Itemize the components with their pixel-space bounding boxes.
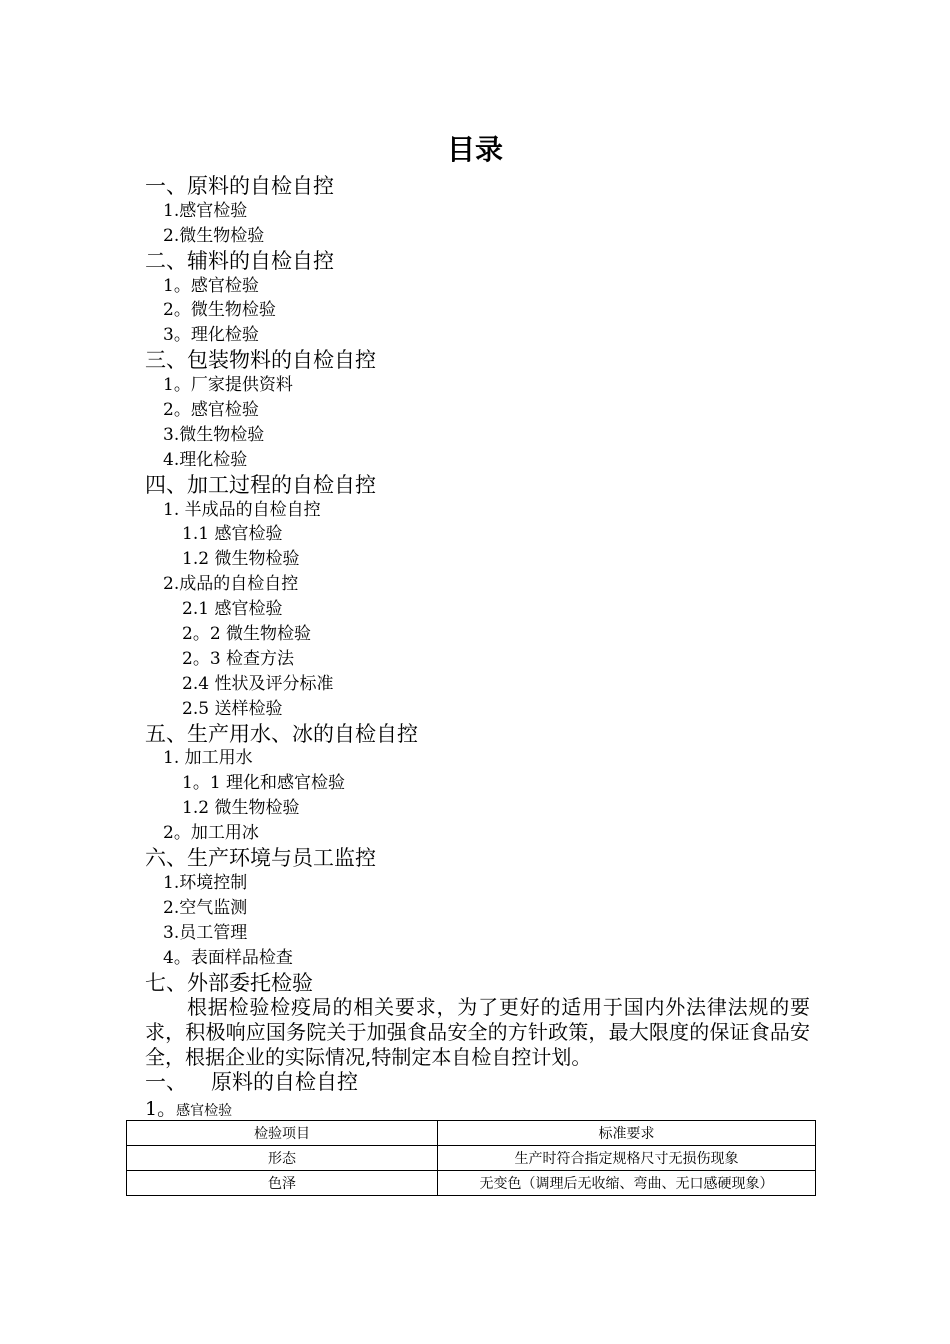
sensory-inspection-table — [126, 1120, 816, 1196]
toc-entry-level-2: 2.空气监测 — [163, 897, 248, 918]
toc-entry-level-3: 1.2 微生物检验 — [182, 798, 300, 819]
intro-paragraph: 根据检验检疫局的相关要求，为了更好的适用于国内外法律法规的要求，积极响应国务院关于加强食品安全的方针政策，最大限度的保证食品安全，根据企业的实际情况,特制定本自检自控计划。 — [145, 995, 810, 1069]
toc-entry-level-2: 3.微生物检验 — [163, 424, 265, 445]
toc-entry-level-1: 六、生产环境与员工监控 — [145, 846, 376, 871]
table-header-cell: 检验项目 — [127, 1121, 438, 1146]
section-title: 原料的自检自控 — [211, 1070, 358, 1094]
table-cell: 无变色（调理后无收缩、弯曲、无口感硬现象） — [438, 1171, 816, 1196]
toc-entry-level-3: 2.5 送样检验 — [182, 698, 283, 719]
section-heading — [145, 1070, 358, 1095]
toc-entry-level-2: 1.环境控制 — [163, 872, 248, 893]
toc-entry-level-1: 三、包装物料的自检自控 — [145, 348, 376, 373]
toc-entry-level-1: 五、生产用水、冰的自检自控 — [145, 721, 418, 746]
toc-entry-level-2: 1.感官检验 — [163, 200, 248, 221]
toc-entry-level-2: 3。理化检验 — [163, 325, 259, 346]
toc-entry-level-2: 1. 半成品的自检自控 — [163, 499, 321, 520]
section-number: 一、 — [145, 1070, 187, 1094]
table-header-cell: 标准要求 — [438, 1121, 816, 1146]
table-cell: 色泽 — [127, 1171, 438, 1196]
subsection-number: 1。 — [145, 1098, 177, 1120]
toc-entry-level-2: 2.成品的自检自控 — [163, 574, 299, 595]
toc-entry-level-2: 4。表面样品检查 — [163, 947, 293, 968]
toc-entry-level-3: 2。3 检查方法 — [182, 648, 295, 669]
subsection-title: 感官检验 — [176, 1103, 233, 1119]
toc-entry-level-2: 2。微生物检验 — [163, 300, 276, 321]
toc-entry-level-1: 一、原料的自检自控 — [145, 174, 334, 198]
toc-entry-level-2: 2。感官检验 — [163, 400, 259, 421]
toc-entry-level-1: 四、加工过程的自检自控 — [145, 472, 376, 497]
toc-entry-level-2: 3.员工管理 — [163, 922, 248, 943]
toc-entry-level-2: 1。厂家提供资料 — [163, 375, 293, 396]
toc-entry-level-2: 1。感官检验 — [163, 275, 259, 296]
toc-entry-level-3: 1.1 感官检验 — [182, 524, 283, 545]
toc-entry-level-3: 1。1 理化和感官检验 — [182, 773, 346, 794]
toc-entry-level-2: 2.微生物检验 — [163, 225, 265, 246]
toc-entry-level-2: 4.理化检验 — [163, 449, 248, 470]
table-cell: 形态 — [127, 1146, 438, 1171]
toc-entry-level-2: 2。加工用冰 — [163, 823, 259, 844]
toc-entry-level-1: 二、辅料的自检自控 — [145, 248, 334, 273]
table-header-row — [127, 1121, 816, 1146]
page-title: 目录 — [446, 133, 503, 166]
toc-entry-level-3: 2.1 感官检验 — [182, 599, 283, 620]
toc-entry-level-3: 2。2 微生物检验 — [182, 624, 312, 645]
table-row — [127, 1171, 816, 1196]
table-row — [127, 1146, 816, 1171]
table-cell: 生产时符合指定规格尺寸无损伤现象 — [438, 1146, 816, 1171]
toc-entry-level-3: 1.2 微生物检验 — [182, 549, 300, 570]
table-of-contents — [145, 174, 825, 995]
toc-entry-level-3: 2.4 性状及评分标准 — [182, 673, 334, 694]
toc-entry-level-1: 七、外部委托检验 — [145, 970, 313, 995]
toc-entry-level-2: 1. 加工用水 — [163, 748, 253, 769]
